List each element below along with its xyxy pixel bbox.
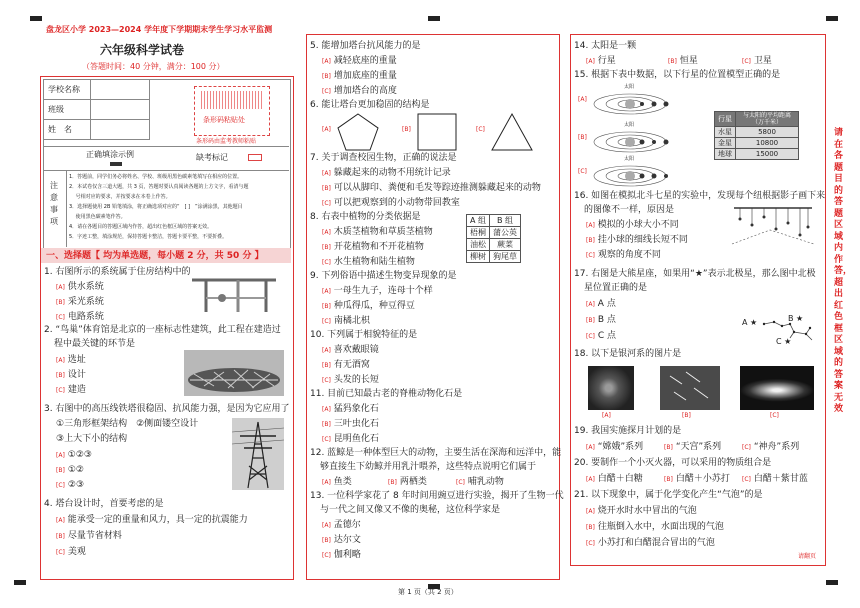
q10-option-b[interactable]: [B] 有无酒窝 — [322, 360, 370, 370]
notes-label-4: 项 — [50, 217, 58, 226]
answer-area-warning: 请在各题目的答题区域内作答，超出红色框区域的答案无效 — [834, 128, 853, 414]
pentagon-shape — [336, 112, 380, 152]
q14-option-a[interactable]: [A] 行星 — [586, 56, 616, 66]
q12-stem-1: 12. 蓝鲸是一种体型巨大的动物，主要生活在深海和远洋中，能 — [310, 448, 562, 458]
info-row-divider — [43, 146, 289, 147]
absent-mark-label: 缺考标记 — [196, 153, 228, 162]
fill-example-mark — [110, 162, 122, 166]
q1-option-c[interactable]: [C] 电路系统 — [56, 312, 104, 322]
sun-label-a: 太阳 — [624, 84, 635, 90]
q21-stem: 21. 以下现象中，属于化学变化产生“气泡”的是 — [574, 490, 763, 500]
q13-option-a[interactable]: [A] 孟德尔 — [322, 520, 361, 530]
q17-stem-2: 星位置正确的是 — [584, 283, 648, 293]
milky-way-galaxy-photo — [740, 366, 814, 410]
registration-mark — [826, 16, 838, 21]
q8-stem: 8. 右表中植物的分类依据是 — [310, 212, 421, 222]
q14-option-b[interactable]: [B] 恒星 — [668, 56, 698, 66]
q16-option-c[interactable]: [C] 观察的角度不同 — [586, 250, 661, 260]
q7-stem: 7. 关于调查校园生物，正确的说法是 — [310, 153, 457, 163]
school-field[interactable] — [91, 80, 150, 100]
page-number: 第 1 页（共 2 页） — [398, 588, 458, 596]
q16-option-a[interactable]: [A] 模拟的小球大小不同 — [586, 220, 679, 230]
q8-option-b[interactable]: [B] 开花植物和不开花植物 — [322, 242, 424, 252]
q19-stem: 19. 我国实施探月计划的是 — [574, 426, 682, 436]
note-1: 1．答题前，同学们务必将姓名、学校、班级用黑色碳素笔填写在相应的位置。 — [69, 174, 243, 180]
q3-option-c[interactable]: [C] ②③ — [56, 480, 85, 490]
paper-subject: 六年级科学试卷 — [100, 43, 185, 57]
q3-statement-2: ③上大下小的结构 — [56, 434, 128, 444]
q4-option-a[interactable]: [A] 能承受一定的重量和风力，具一定的抗震能力 — [56, 515, 248, 525]
q20-option-c[interactable]: [C] 白醋＋紫甘蓝 — [742, 474, 808, 484]
q9-option-b[interactable]: [B] 种瓜得瓜，种豆得豆 — [322, 301, 415, 311]
q11-option-c[interactable]: [C] 昆明鱼化石 — [322, 434, 379, 444]
registration-mark — [428, 16, 440, 21]
table-header: A 组 — [467, 215, 490, 227]
q7-option-a[interactable]: [A] 躲藏起来的动物不用统计记录 — [322, 168, 451, 178]
planet-orbit-models — [590, 90, 690, 190]
house-pipes-figure — [186, 272, 284, 318]
table-cell: 油松 — [467, 239, 490, 251]
q4-stem: 4. 塔台设计时，首要考虑的是 — [44, 499, 164, 509]
sun-label-b: 太阳 — [624, 122, 635, 128]
q2-option-a[interactable]: [A] 选址 — [56, 355, 86, 365]
q6-stem: 6. 能让塔台更加稳固的结构是 — [310, 100, 430, 110]
q14-stem: 14. 太阳是一颗 — [574, 41, 637, 51]
table-cell: 水星 — [715, 127, 736, 138]
time-info: （答题时间：40 分钟，满分：100 分） — [82, 62, 225, 71]
q21-option-b[interactable]: [B] 往瓶倒入水中，水面出现的气泡 — [586, 522, 724, 532]
name-field[interactable] — [91, 120, 150, 140]
power-tower-photo — [232, 418, 284, 490]
q20-option-b[interactable]: [B] 白醋＋小苏打 — [664, 474, 730, 484]
table-cell: 蕨菜 — [490, 239, 521, 251]
q12-option-c[interactable]: [C] 哺乳动物 — [456, 477, 504, 487]
notes-label-2: 意 — [50, 193, 58, 202]
q17-option-b[interactable]: [B] B 点 — [586, 315, 616, 325]
q19-option-b[interactable]: [B] “天宫”系列 — [664, 442, 722, 452]
table-cell: 10800 — [736, 138, 799, 149]
q17-stem-1: 17. 右图是大熊星座，如果用“★”表示北极星，那么图中北极 — [574, 269, 816, 279]
q1-option-a[interactable]: [A] 供水系统 — [56, 282, 104, 292]
name-label: 姓 名 — [44, 120, 91, 140]
q5-option-b[interactable]: [B] 增加底座的重量 — [322, 71, 397, 81]
table-cell: 狗尾草 — [490, 251, 521, 263]
q10-stem: 10. 下列属于相貌特征的是 — [310, 330, 418, 340]
q5-option-a[interactable]: [A] 减轻底座的重量 — [322, 56, 397, 66]
q10-option-a[interactable]: [A] 喜欢戴眼镜 — [322, 345, 379, 355]
q15-option-b-label[interactable]: [B] — [578, 134, 587, 141]
q2-stem-2: 程中最关键的环节是 — [54, 339, 136, 349]
registration-mark — [30, 16, 42, 21]
barcode-label: 条形码粘贴处 — [203, 116, 245, 124]
barcode-area — [194, 86, 270, 136]
q2-option-c[interactable]: [C] 建造 — [56, 385, 86, 395]
note-6: 4．请在各题目的答题区域内作答，超出红色框区域的答案无效。 — [69, 224, 213, 230]
q18-option-a-label[interactable]: [A] — [602, 412, 611, 419]
q18-option-b-label[interactable]: [B] — [682, 412, 691, 419]
turn-page-note: 请翻页 — [798, 553, 817, 560]
q7-option-b[interactable]: [B] 可以从脚印、粪便和毛发等踪迹推测躲藏起来的动物 — [322, 183, 541, 193]
school-label: 学校名称 — [44, 80, 91, 100]
q9-stem: 9. 下列俗语中描述生物变异现象的是 — [310, 271, 457, 281]
notes-label-1: 注 — [50, 181, 58, 190]
q15-stem: 15. 根据下表中数据，以下行星的位置模型正确的是 — [574, 70, 781, 80]
triangle-shape — [490, 112, 534, 152]
q3-statement-1: ①三角形框架结构 ②侧面镂空设计 — [56, 419, 199, 429]
note-7: 5．字迹工整，填涂规范，保持答题卡整洁，答题卡要平整，不要折叠。 — [69, 234, 228, 240]
note-5: 使用黑色碳素笔作答。 — [69, 214, 126, 220]
q15-option-c-label[interactable]: [C] — [578, 168, 587, 175]
note-4: 3．选择题使用 2B 铅笔填涂，将正确选项对应的“ [ ] ”涂满涂黑，其他题目 — [69, 204, 243, 210]
q16-stem-1: 16. 如图在模拟北斗七星的实验中，发现每个纽根据影子画下来 — [574, 191, 826, 201]
q18-option-c-label[interactable]: [C] — [770, 412, 779, 419]
q10-option-c[interactable]: [C] 头发的长短 — [322, 375, 379, 385]
q5-option-c[interactable]: [C] 增加塔台的高度 — [322, 86, 397, 96]
class-label: 班级 — [44, 100, 91, 120]
q6-option-a-label[interactable]: [A] — [322, 126, 331, 133]
notes-label-3: 事 — [50, 205, 58, 214]
q3-option-a[interactable]: [A] ①②③ — [56, 450, 93, 460]
table-cell: 15000 — [736, 149, 799, 160]
sun-label-c: 太阳 — [624, 156, 635, 162]
planet-distance-table — [714, 111, 799, 160]
q6-option-b-label[interactable]: [B] — [402, 126, 411, 133]
table-cell: 5800 — [736, 127, 799, 138]
q13-option-c[interactable]: [C] 伽利略 — [322, 550, 361, 560]
q3-stem: 3. 右图中的高压线铁塔很稳固、抗风能力强，是因为它应用了 — [44, 404, 290, 414]
ursa-major-figure — [760, 318, 820, 342]
q12-option-a[interactable]: [A] 鱼类 — [322, 477, 352, 487]
q13-option-b[interactable]: [B] 达尔文 — [322, 535, 361, 545]
q20-stem: 20. 要制作一个小灭火器，可以采用的物质组合是 — [574, 458, 772, 468]
q2-option-b[interactable]: [B] 设计 — [56, 370, 86, 380]
q9-option-a[interactable]: [A] 一母生九子，连母十个样 — [322, 286, 433, 296]
table-header: 行星 — [715, 112, 736, 127]
table-header: B 组 — [490, 215, 521, 227]
registration-mark — [14, 580, 26, 585]
section-1-title: 一、选择题【 均为单选题，每小题 2 分，共 50 分 】 — [46, 251, 264, 261]
birds-nest-stadium-photo — [184, 350, 284, 396]
q6-option-c-label[interactable]: [C] — [476, 126, 485, 133]
q1-option-b[interactable]: [B] 采光系统 — [56, 297, 104, 307]
table-cell: 地球 — [715, 149, 736, 160]
q13-stem-1: 13. 一位科学家花了 8 年时间用豌豆进行实验，揭开了生物一代 — [310, 491, 564, 501]
registration-mark — [826, 580, 838, 585]
q16-option-b[interactable]: [B] 挂小球的细线长短不同 — [586, 235, 688, 245]
absent-mark-box[interactable] — [248, 154, 262, 161]
q17-option-c[interactable]: [C] C 点 — [586, 331, 617, 341]
q13-stem-2: 与一代之间又像又不像的奥秘，这位科学家是 — [320, 505, 501, 515]
plant-group-table — [466, 214, 521, 263]
square-shape — [416, 112, 458, 152]
barcode-hint: 条形码由监考教师粘贴 — [196, 138, 257, 145]
student-info-table — [43, 79, 150, 140]
star-c-label: C ★ — [776, 337, 792, 346]
q8-option-c[interactable]: [C] 水生植物和陆生植物 — [322, 257, 415, 267]
q8-option-a[interactable]: [A] 木质茎植物和草质茎植物 — [322, 227, 433, 237]
exam-title-line: 盘龙区小学 2023—2024 学年度下学期期末学生学习水平监测 — [46, 25, 273, 34]
q19-option-a[interactable]: [A] “嫦娥”系列 — [586, 442, 644, 452]
table-cell: 梧桐 — [467, 227, 490, 239]
q4-option-c[interactable]: [C] 美观 — [56, 547, 86, 557]
big-dipper-model-figure — [730, 204, 816, 248]
q15-option-a-label[interactable]: [A] — [578, 96, 587, 103]
q21-option-c[interactable]: [C] 小苏打和白醋混合冒出的气泡 — [586, 538, 715, 548]
q16-stem-2: 的图像不一样，原因是 — [584, 205, 675, 215]
q2-stem-1: 2. “鸟巢”体育馆是北京的一座标志性建筑，此工程在建造过 — [44, 325, 281, 335]
q12-stem-2: 够直接生下幼鲸并用乳汁喂养，这些特点说明它们属于 — [320, 462, 537, 472]
star-a-label: A ★ — [742, 318, 758, 327]
q11-option-b[interactable]: [B] 三叶虫化石 — [322, 419, 379, 429]
table-cell: 蒲公英 — [490, 227, 521, 239]
table-header: 与太阳的平均距离（万千米） — [736, 112, 799, 127]
table-cell: 柳树 — [467, 251, 490, 263]
q14-option-c[interactable]: [C] 卫星 — [742, 56, 772, 66]
meteor-shower-photo — [660, 366, 720, 410]
note-3: 号相对应的要求，并按要求在本卷上作答。 — [69, 194, 171, 200]
q11-stem: 11. 目前已知最古老的脊椎动物化石是 — [310, 389, 463, 399]
q18-stem: 18. 以下是银河系的图片是 — [574, 349, 682, 359]
q5-stem: 5. 能增加塔台抗风能力的是 — [310, 41, 421, 51]
q12-option-b[interactable]: [B] 两栖类 — [388, 477, 427, 487]
q3-option-b[interactable]: [B] ①② — [56, 465, 84, 475]
q11-option-a[interactable]: [A] 猛犸象化石 — [322, 404, 379, 414]
q17-option-a[interactable]: [A] A 点 — [586, 299, 616, 309]
notes-col-divider — [66, 170, 67, 247]
class-field[interactable] — [91, 100, 150, 120]
q21-option-a[interactable]: [A] 烧开水时水中冒出的气泡 — [586, 506, 697, 516]
info-row-divider — [43, 170, 289, 171]
star-b-label: B ★ — [788, 314, 804, 323]
table-cell: 金星 — [715, 138, 736, 149]
q4-option-b[interactable]: [B] 尽量节省材料 — [56, 531, 122, 541]
note-2: 2．本试卷仅含三道大题，共 3 页，答题时要认真阅读各题的上方文字，看清与题 — [69, 184, 249, 190]
q19-option-c[interactable]: [C] “神舟”系列 — [742, 442, 800, 452]
q7-option-c[interactable]: [C] 可以把观察到的小动物带回教室 — [322, 198, 460, 208]
fill-example-label: 正确填涂示例 — [86, 150, 134, 159]
nebula-photo — [588, 366, 634, 410]
q20-option-a[interactable]: [A] 白醋＋白糖 — [586, 474, 643, 484]
q1-stem: 1. 右图所示的系统属于住房结构中的 — [44, 267, 191, 277]
q9-option-c[interactable]: [C] 南橘北枳 — [322, 316, 370, 326]
